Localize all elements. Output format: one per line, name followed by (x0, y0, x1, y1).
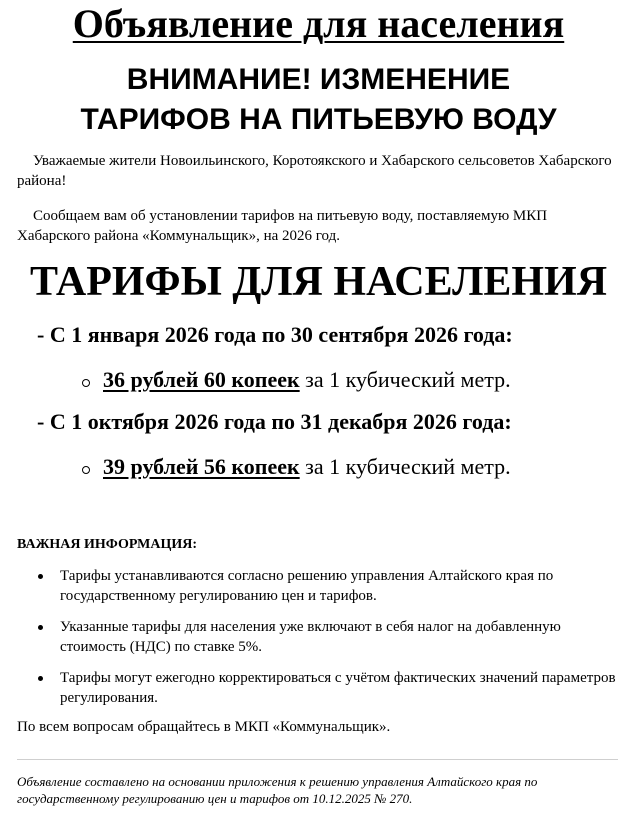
tariff-price-2: 39 рублей 56 копеек (103, 454, 300, 479)
attention-line-2: ТАРИФОВ НА ПИТЬЕВУЮ ВОДУ (80, 103, 557, 136)
attention-heading (0, 60, 637, 140)
tariff-price-1: 36 рублей 60 копеек (103, 367, 300, 392)
list-item-text: Указанные тарифы для населения уже включают в себя налог на добавленную стоимость (НДС) по ставке 5%. (60, 619, 561, 655)
list-item-text: Тарифы могут ежегодно корректироваться с учётом фактических значений параметров регулирования. (60, 670, 616, 706)
page-title: Объявление для населения (72, 1, 565, 46)
tariff-period-1: - С 1 января 2026 года по 30 сентября 2026 года: (37, 322, 513, 347)
circle-bullet-icon (82, 379, 90, 387)
attention-line-1: ВНИМАНИЕ! ИЗМЕНЕНИЕ (126, 63, 511, 96)
important-info-list (17, 566, 622, 719)
greeting-paragraph: Уважаемые жители Новоильинского, Коротоякского и Хабарского сельсоветов Хабарского района! (17, 153, 612, 189)
tariff-period-2: - С 1 октября 2026 года по 31 декабря 2026 года: (37, 409, 512, 434)
bullet-icon (38, 574, 43, 579)
tariffs-heading: ТАРИФЫ ДЛЯ НАСЕЛЕНИЯ (29, 259, 608, 305)
divider (17, 759, 618, 760)
contact-line: По всем вопросам обращайтесь в МКП «Коммунальщик». (17, 719, 391, 735)
important-info-heading: ВАЖНАЯ ИНФОРМАЦИЯ: (17, 537, 198, 552)
list-item-text: Тарифы устанавливаются согласно решению управления Алтайского края по государственному регулированию цен и тарифов. (60, 568, 554, 604)
circle-bullet-icon (82, 466, 90, 474)
footnote: Объявление составлено на основании приложения к решению управления Алтайского края по государственному регулированию цен и тарифов от 10.12.2025 № 270. (17, 774, 538, 806)
notice-paragraph: Сообщаем вам об установлении тарифов на питьевую воду, поставляемую МКП Хабарского района «Коммунальщик», на 2026 год. (17, 208, 548, 244)
tariff-price-line-1 (82, 365, 511, 395)
tariff-price-line-2 (82, 452, 511, 482)
tariff-unit-1: за 1 кубический метр. (305, 367, 511, 392)
bullet-icon (38, 625, 43, 630)
list-item (17, 566, 622, 606)
tariff-unit-2: за 1 кубический метр. (305, 454, 511, 479)
list-item (17, 668, 622, 708)
bullet-icon (38, 676, 43, 681)
list-item (17, 617, 622, 657)
